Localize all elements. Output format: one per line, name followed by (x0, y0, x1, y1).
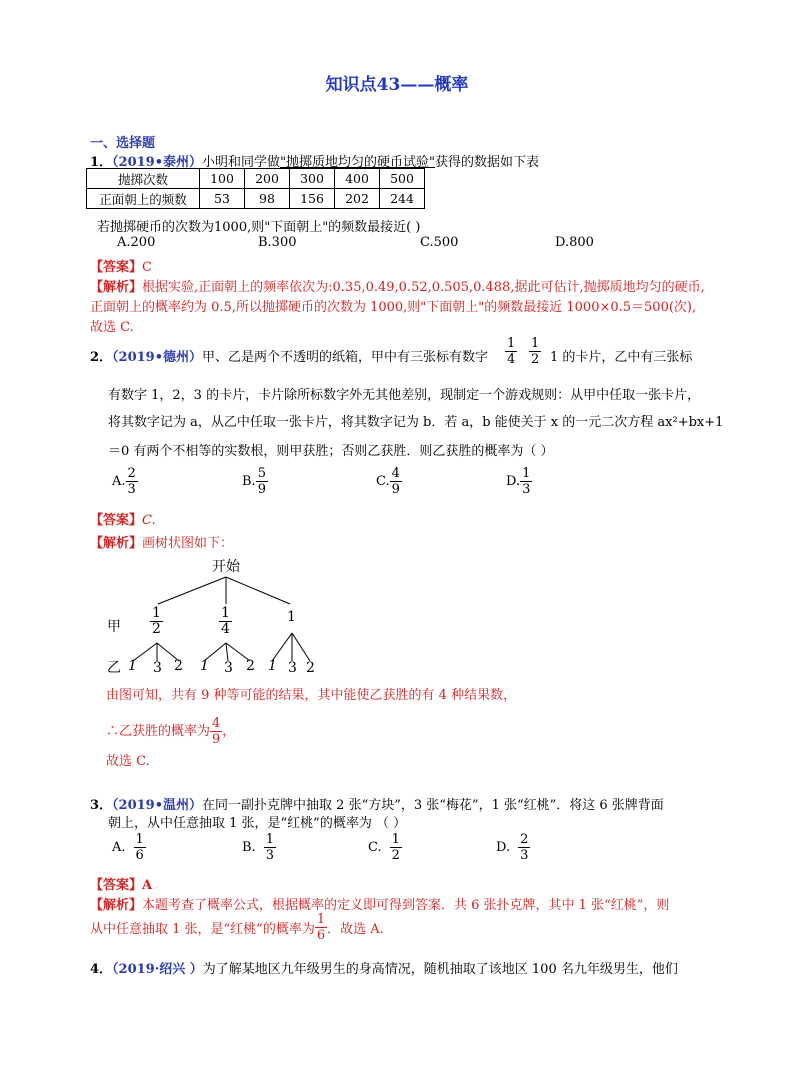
analysis-label: 【解析】 (90, 280, 143, 295)
analysis-text: 根据实验,正面朝上的频率依次为:0.35,0.49,0.52,0.505,0.488,据此可估计,抛掷质地均匀的硬币, (142, 280, 705, 295)
q2-conclusion-2: ∴乙获胜的概率为 $\frac{4}{9}$ ， (106, 716, 236, 747)
q1-option-a: A.200 (117, 235, 156, 250)
tree-leaf: 2 (306, 660, 315, 676)
section-heading: 一、选择题 (90, 136, 156, 151)
tree-node-jia-1: $\frac{1}{2}$ (152, 605, 161, 637)
q1-text-underlined: "抛掷质地均匀的硬币试验" (280, 155, 436, 170)
table-cell: 500 (380, 169, 425, 189)
tree-leaf: 1 (128, 658, 137, 674)
tree-branch-line (226, 577, 290, 604)
page-title: 知识点43——概率 (325, 75, 469, 95)
tree-leaf: 3 (153, 660, 162, 676)
tree-node-jia-3: 1 (287, 609, 296, 625)
table-cell: 400 (335, 169, 380, 189)
table-cell: 98 (245, 189, 290, 209)
table-cell: 53 (200, 189, 245, 209)
q2-conclusion-3: 故选 C. (106, 754, 150, 769)
tree-leaf-line (292, 633, 310, 661)
tree-leaf: 1 (268, 658, 277, 674)
q4-text: 为了解某地区九年级男生的身高情况，随机抽取了该地区 100 名九年级男生，他们 (202, 962, 678, 977)
q3-option-b: B. $\frac{1}{3}$ (242, 832, 274, 863)
q1-source: （2019•泰州） (112, 155, 203, 170)
q3-analysis-line-2: 从中任意抽取 1 张，是“红桃”的概率为 $\frac{1}{6}$ ．故选 A. (90, 912, 384, 943)
tree-leaf: 2 (174, 658, 183, 674)
q2-text: 甲、乙是两个不透明的纸箱，甲中有三张标有数字 (202, 350, 489, 365)
answer-label: 【答案】 (90, 260, 143, 275)
q4-line-1 (90, 958, 678, 977)
q4-number: 4． (90, 962, 113, 977)
table-cell: 244 (380, 189, 425, 209)
table-cell: 正面朝上的频数 (87, 189, 200, 209)
answer-label: 【答案】 (90, 513, 143, 528)
q2-fraction-a: $\frac{1}{4}$ (507, 336, 516, 367)
q3-option-d: D. $\frac{2}{3}$ (496, 832, 529, 863)
q2-option-c: C. $\frac{4}{9}$ (376, 466, 400, 497)
answer-label: 【答案】 (90, 878, 143, 893)
q1-number: 1． (90, 155, 113, 170)
answer-value: C. (142, 513, 156, 528)
q3-answer (90, 874, 152, 893)
q1-analysis-line-3: 故选 C. (90, 320, 134, 335)
tree-row-label-jia: 甲 (107, 619, 121, 635)
q3-option-c: C. $\frac{1}{2}$ (368, 832, 400, 863)
q2-line-4: ＝0 有两个不相等的实数根，则甲获胜；否则乙获胜．则乙获胜的概率为（ ） (108, 444, 554, 459)
q2-fraction-b: $\frac{1}{2}$ (531, 336, 540, 367)
table-cell: 156 (290, 189, 335, 209)
analysis-label: 【解析】 (90, 898, 143, 913)
table-cell: 202 (335, 189, 380, 209)
q3-analysis-line-1 (90, 894, 669, 913)
q2-option-d: D. $\frac{1}{3}$ (506, 466, 531, 497)
tree-root-label: 开始 (212, 559, 240, 575)
q1-option-b: B.300 (258, 235, 297, 250)
q2-source: （2019•德州） (112, 350, 203, 365)
tree-leaf: 2 (246, 658, 255, 674)
answer-value: C (142, 260, 152, 275)
q3-line-2: 朝上，从中任意抽取 1 张，是“红桃”的概率为 （ ） (108, 816, 407, 831)
tree-branch-line (158, 577, 226, 604)
q2-option-b: B. $\frac{5}{9}$ (242, 466, 266, 497)
tree-leaf-line (272, 633, 292, 661)
tree-leaf: 3 (224, 660, 233, 676)
tree-leaf: 1 (200, 658, 209, 674)
q2-conclusion-1: 由图可知，共有 9 种等可能的结果，其中能使乙获胜的有 4 种结果数， (106, 688, 517, 703)
table-cell: 200 (245, 169, 290, 189)
answer-value: A (142, 878, 153, 893)
q1-text-a: 小明和同学做 (202, 155, 281, 170)
q3-number: 3． (90, 798, 113, 813)
q2-line-2: 有数字 1，2，3 的卡片，卡片除所标数字外无其他差别，现制定一个游戏规则：从甲中任取一张卡片， (108, 388, 701, 403)
q3-source: （2019•温州） (112, 798, 203, 813)
q1-text-b: 获得的数据如下表 (435, 155, 540, 170)
tree-row-label-yi: 乙 (107, 660, 121, 676)
q3-text: 在同一副扑克牌中抽取 2 张“方块”，3 张“梅花”，1 张“红桃”．将这 6 张牌背面 (202, 798, 664, 813)
q2-number: 2． (90, 350, 113, 365)
table-cell: 300 (290, 169, 335, 189)
table-cell: 抛掷次数 (87, 169, 200, 189)
q3-option-a: A. $\frac{1}{6}$ (112, 832, 144, 863)
q4-source: （2019·绍兴 ） (112, 962, 203, 977)
q1-option-d: D.800 (555, 235, 594, 250)
analysis-text: 本题考查了概率公式，根据概率的定义即可得到答案．共 6 张扑克牌，其中 1 张“红桃”，则 (142, 898, 670, 913)
q2-line-1-end: 1 的卡片，乙中有三张标 (550, 350, 693, 365)
q1-question: 若抛掷硬币的次数为1000,则"下面朝上"的频数最接近( ) (97, 220, 421, 235)
analysis-text: 画树状图如下： (142, 536, 234, 551)
q1-option-c: C.500 (420, 235, 459, 250)
tree-node-jia-2: $\frac{1}{4}$ (221, 605, 230, 637)
tree-leaf-line (226, 643, 228, 661)
q1-analysis-line-2: 正面朝上的概率约为 0.5,所以抛掷硬币的次数为 1000,则"下面朝上"的频数最接近 1000×0.5＝500(次), (90, 300, 697, 315)
tree-leaf: 3 (288, 660, 297, 676)
q2-option-a: A. $\frac{2}{3}$ (112, 466, 136, 497)
q2-line-3: 将其数字记为 a，从乙中任取一张卡片，将其数字记为 b．若 a，b 能使关于 x 的一元二次方程 ax²+bx+1 (108, 415, 724, 430)
analysis-label: 【解析】 (90, 536, 143, 551)
table-cell: 100 (200, 169, 245, 189)
q3-line-1 (90, 794, 664, 813)
